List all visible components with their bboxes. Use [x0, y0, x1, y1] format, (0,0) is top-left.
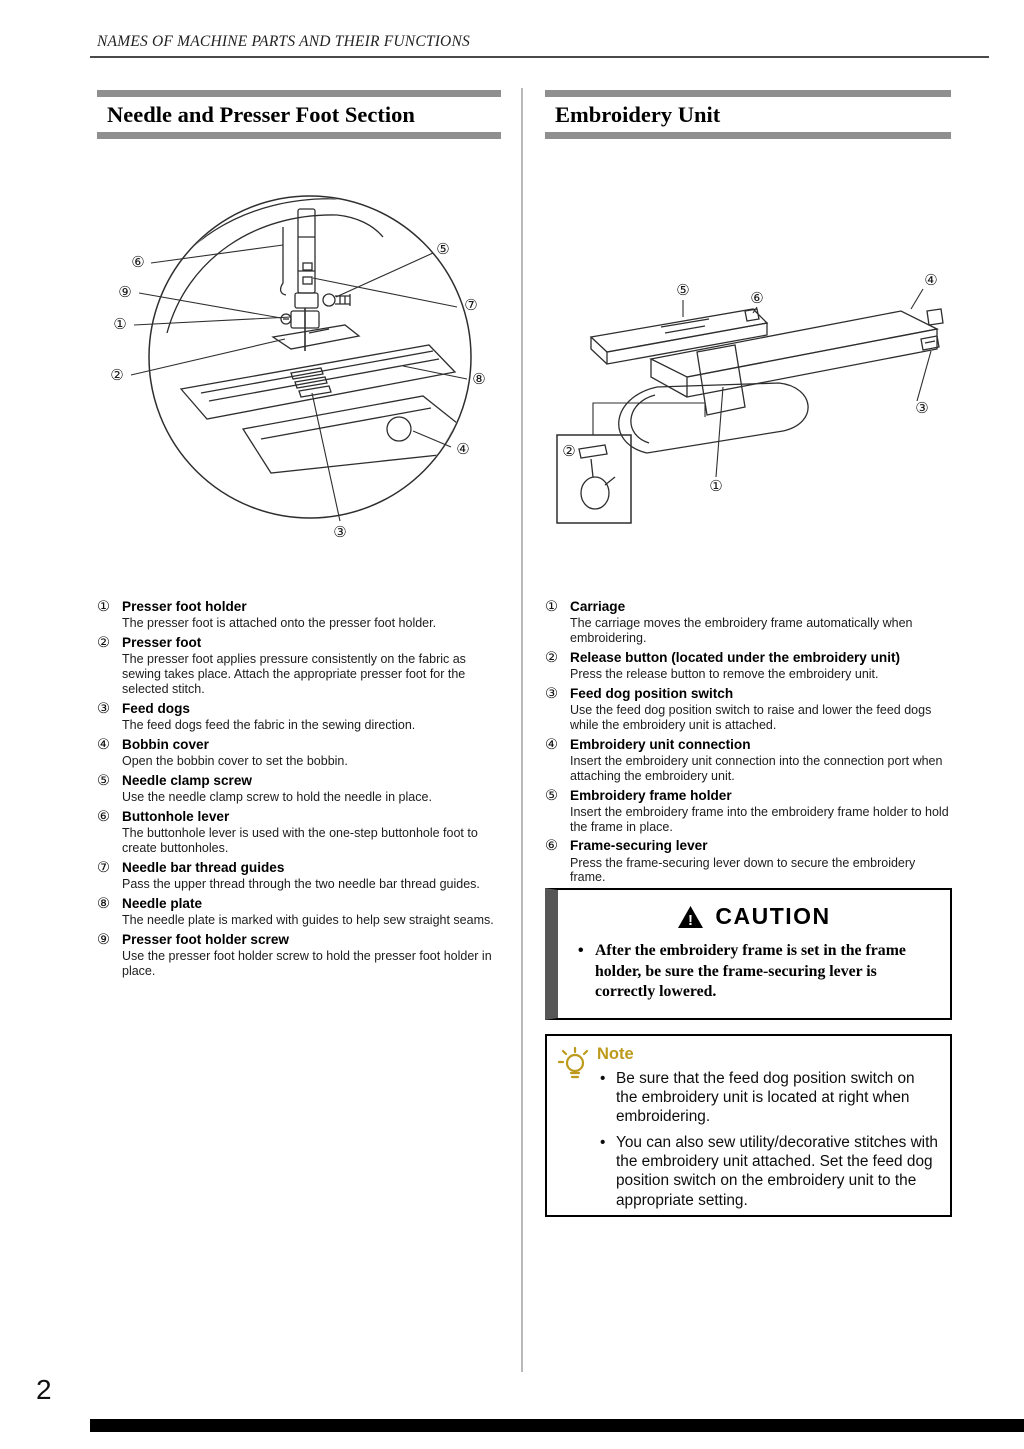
note-bullets — [600, 1069, 940, 1217]
item-desc: Use the feed dog position switch to raise and lower the feed dogs while the embroidery unit is attached. — [570, 703, 932, 732]
list-item — [97, 809, 503, 856]
item-number: ⑤ — [97, 772, 110, 789]
callout-3-feed-dogs: ③ — [333, 523, 347, 541]
item-term: Needle bar thread guides — [122, 859, 285, 875]
item-term: Presser foot holder — [122, 599, 247, 614]
footer-bar — [90, 1419, 1024, 1432]
note-bullet — [600, 1069, 940, 1126]
item-term: Buttonhole lever — [122, 808, 230, 824]
callout-7-thread-guides: ⑦ — [464, 296, 478, 314]
item-desc: Press the release button to remove the embroidery unit. — [570, 667, 879, 682]
item-desc: Insert the embroidery frame into the embroidery frame holder to hold the frame in place. — [570, 804, 949, 834]
list-item — [97, 860, 503, 892]
item-number: ② — [97, 635, 110, 652]
caution-bullet-text: After the embroidery frame is set in the frame holder, be sure the frame-securing lever is correctly lowered. — [595, 942, 906, 1001]
left-parts-list — [97, 599, 503, 983]
page-number: 2 — [36, 1374, 52, 1405]
list-item — [97, 701, 503, 733]
item-term: Frame-securing lever — [570, 838, 708, 854]
item-desc: Insert the embroidery unit connection into the connection port when attaching the embroidery unit. — [570, 754, 943, 783]
caution-bullet — [574, 941, 934, 1003]
note-bullet-text: Be sure that the feed dog position switch on the embroidery unit is located at right when embroidering. — [616, 1070, 915, 1126]
list-item — [97, 896, 503, 928]
section-bar-bottom — [545, 132, 951, 139]
list-item — [545, 599, 953, 646]
callout-1-presser-foot-holder: ① — [113, 315, 127, 333]
page-header-title: NAMES OF MACHINE PARTS AND THEIR FUNCTIONS — [97, 33, 470, 50]
item-number: ① — [545, 599, 558, 615]
callout-4-unit-connection: ④ — [924, 271, 938, 289]
item-desc: Open the bobbin cover to set the bobbin. — [122, 754, 348, 768]
item-number: ④ — [97, 736, 110, 753]
item-desc: The buttonhole lever is used with the one-step buttonhole foot to create buttonholes. — [122, 826, 478, 855]
warning-icon — [677, 905, 704, 929]
callout-4-bobbin-cover: ④ — [456, 440, 470, 458]
item-number: ⑧ — [97, 895, 110, 912]
callout-5-frame-holder: ⑤ — [676, 281, 690, 299]
item-term: Feed dog position switch — [570, 685, 734, 701]
item-number: ⑨ — [97, 931, 110, 948]
item-desc: The carriage moves the embroidery frame automatically when embroidering. — [570, 616, 913, 646]
note-title: Note — [597, 1045, 634, 1063]
item-desc: Use the presser foot holder screw to hold the presser foot holder in place. — [122, 949, 492, 978]
item-desc: The feed dogs feed the fabric in the sewing direction. — [122, 717, 416, 732]
embroidery-unit-diagram — [545, 255, 955, 535]
warning-exclamation: ! — [688, 911, 694, 929]
note-bulb-icon — [555, 1045, 593, 1079]
caution-box — [545, 888, 952, 1020]
callout-leader-lines — [131, 245, 470, 521]
item-desc: Pass the upper thread through the two needle bar thread guides. — [122, 876, 480, 891]
machine-artwork — [145, 199, 457, 473]
item-term: Release button (located under the embroidery unit) — [570, 649, 901, 665]
right-parts-list — [545, 599, 953, 889]
left-section-title: Needle and Presser Foot Section — [107, 102, 415, 127]
item-number: ③ — [545, 685, 558, 702]
needle-presser-foot-diagram — [105, 175, 505, 555]
bullet-marker: • — [600, 1134, 606, 1152]
right-section-title: Embroidery Unit — [555, 102, 721, 127]
item-desc: The presser foot applies pressure consistently on the fabric as sewing takes place. Attach the appropriate presser foot for the selected stitch. — [122, 652, 466, 696]
list-item — [545, 737, 953, 784]
list-item — [97, 773, 503, 805]
item-desc: The needle plate is marked with guides to help sew straight seams. — [122, 913, 494, 927]
item-number: ⑥ — [545, 838, 558, 855]
item-term: Needle clamp screw — [122, 772, 252, 788]
right-section-header — [545, 90, 951, 139]
item-number: ④ — [545, 736, 558, 753]
item-number: ① — [97, 599, 110, 615]
callout-1-carriage: ① — [709, 477, 723, 495]
section-bar-top — [545, 90, 951, 97]
diagram-circle-frame — [149, 196, 471, 518]
item-desc: Press the frame-securing lever down to secure the embroidery frame. — [570, 855, 916, 885]
callout-2-release-button: ② — [562, 442, 576, 460]
header-rule — [90, 56, 989, 58]
item-number: ③ — [97, 700, 110, 717]
list-item — [545, 788, 953, 835]
left-section-header — [97, 90, 501, 139]
list-item — [97, 737, 503, 769]
item-desc: The presser foot is attached onto the presser foot holder. — [122, 616, 437, 631]
item-number: ⑥ — [97, 808, 110, 825]
bullet-marker: • — [600, 1070, 606, 1087]
item-term: Needle plate — [122, 895, 203, 911]
column-divider — [521, 88, 523, 1372]
callout-6-buttonhole-lever: ⑥ — [131, 253, 145, 271]
item-term: Presser foot holder screw — [122, 931, 289, 947]
item-term: Embroidery frame holder — [570, 787, 732, 803]
item-desc: Use the needle clamp screw to hold the needle in place. — [122, 790, 432, 805]
caution-title-row — [574, 903, 934, 930]
note-bullet-text: You can also sew utility/decorative stitches with the embroidery unit attached. Set the feed dog position switch on the embroidery unit to the appropriate setting. — [616, 1134, 938, 1209]
item-term: Feed dogs — [122, 700, 190, 716]
bullet-marker: • — [578, 942, 584, 959]
callout-3-feed-dog-switch: ③ — [915, 399, 929, 417]
callout-8-needle-plate: ⑧ — [472, 370, 486, 388]
item-term: Embroidery unit connection — [570, 736, 751, 752]
list-item — [545, 650, 953, 682]
section-bar-top — [97, 90, 501, 97]
list-item — [97, 932, 503, 979]
list-item — [545, 838, 953, 885]
embroidery-unit-artwork — [591, 309, 943, 453]
callout-6-securing-lever: ⑥ — [750, 289, 764, 307]
item-number: ⑦ — [97, 859, 110, 876]
callout-2-presser-foot: ② — [110, 366, 124, 384]
note-box — [545, 1034, 952, 1217]
list-item — [545, 686, 953, 733]
item-number: ⑤ — [545, 787, 558, 804]
list-item — [97, 635, 503, 697]
section-bar-bottom — [97, 132, 501, 139]
list-item — [97, 599, 503, 631]
item-term: Bobbin cover — [122, 736, 209, 752]
callout-9-holder-screw: ⑨ — [118, 283, 132, 301]
item-term: Carriage — [570, 599, 626, 614]
callout-5-needle-clamp-screw: ⑤ — [436, 240, 450, 258]
caution-title: CAUTION — [715, 903, 831, 929]
item-term: Presser foot — [122, 635, 202, 651]
note-bullet — [600, 1133, 940, 1209]
item-number: ② — [545, 649, 558, 666]
